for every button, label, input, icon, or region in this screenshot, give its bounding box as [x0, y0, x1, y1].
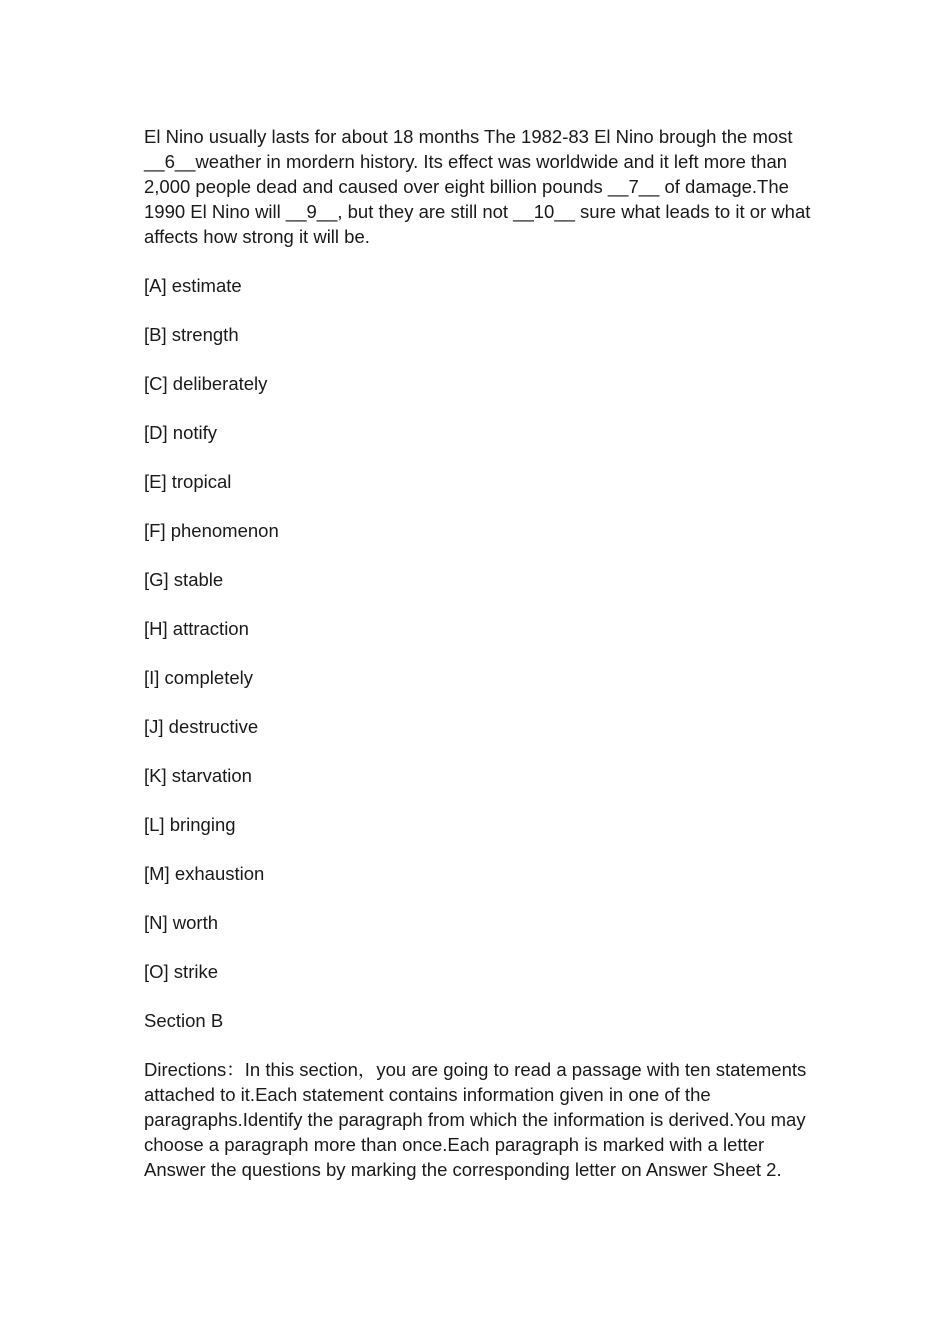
option-n: [N] worth	[144, 912, 219, 933]
option-f: [F] phenomenon	[144, 520, 279, 541]
option-e: [E] tropical	[144, 471, 232, 492]
option-m: [M] exhaustion	[144, 863, 265, 884]
directions-paragraph: Directions：In this section，you are going to read a passage with ten statements attached to it.Each statement contains information given in one of the paragraphs.Identify the paragraph from which the information is derived.You may choose a paragraph more than once.Each paragraph is marked with a letter Answer the questions by marking the corresponding letter on Answer Sheet 2.	[144, 1059, 807, 1180]
option-h: [H] attraction	[144, 618, 249, 639]
option-i: [I] completely	[144, 667, 253, 688]
options-list	[144, 273, 814, 984]
option-g: [G] stable	[144, 569, 224, 590]
option-k: [K] starvation	[144, 765, 252, 786]
option-c: [C] deliberately	[144, 373, 268, 394]
document-page	[144, 124, 814, 1206]
option-l: [L] bringing	[144, 814, 236, 835]
option-o: [O] strike	[144, 961, 219, 982]
option-b: [B] strength	[144, 324, 239, 345]
option-j: [J] destructive	[144, 716, 259, 737]
passage-paragraph: El Nino usually lasts for about 18 months The 1982-83 El Nino brough the most __6__weather in mordern history. Its effect was worldwide and it left more than 2,000 people dead and caused over eight billion pounds __7__ of damage.The 1990 El Nino will __9__, but they are still not __10__ sure what leads to it or what affects how strong it will be.	[144, 126, 811, 247]
section-title: Section B	[144, 1010, 224, 1031]
option-a: [A] estimate	[144, 275, 242, 296]
option-d: [D] notify	[144, 422, 217, 443]
